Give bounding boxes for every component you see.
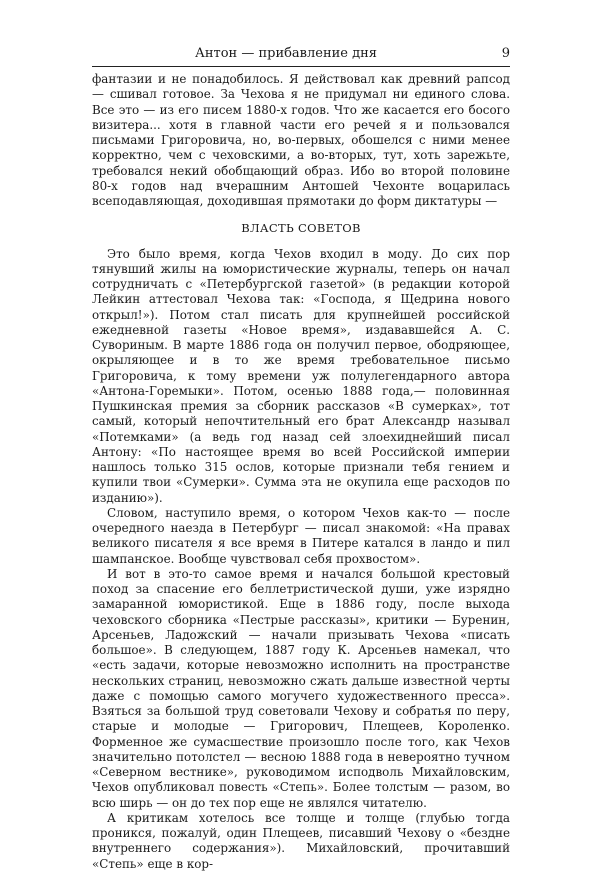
section-title: ВЛАСТЬ СОВЕТОВ (241, 221, 361, 236)
running-head (92, 44, 510, 67)
running-title: Антон — прибавление дня (195, 46, 377, 61)
page-number: 9 (501, 46, 510, 61)
intro-paragraph: фантазии и не понадобилось. Я действовал как древний рапсод — сшивал готовое. За Чехова я не придумал ни единого слова. Все это — из его писем 1880-х годов. Что же касается его босого визитера... хотя в главной части его речей я и пользовался письмами Григоровича, но, во-первых, обошелся с ними менее корректно, чем с чеховскими, а во-вторых, тут, хоть зарежьте, требовался некий обобщающий образ. Ибо во второй половине 80-х годов над вчерашним Антошей Чехонте воцарилась всеподавляющая, доходившая прямотаки до форм диктатуры — (92, 72, 510, 208)
paragraph: Словом, наступило время, о котором Чехов как-то — после очередного наезда в Петербург — писал знакомой: «На правах великого писателя я все время в Питере катался в ландо и пил шампанское. Вообще чувствовал себя прохвостом». (92, 505, 510, 566)
paragraph: И вот в это-то самое время и начался большой крестовый поход за спасение его беллетристической души, уже изрядно замаранной юмористикой. Еще в 1886 году, после выхода чеховского сборника «Пестрые рассказы», критики — Буренин, Арсеньев, Ладожский — начали призывать Чехова «писать большое». В следующем, 1887 году К. Арсеньев намекал, что «есть задачи, которые невозможно исполнить на пространстве нескольких страниц, невозможно сжать дальше известной черты даже с помощью самого могучего художественного пресса». Взяться за большой труд советовали Чехову и собратья по перу, старые и молодые — Григорович, Плещеев, Короленко. Форменное же сумасшествие произошло после того, как Чехов значительно потолстел — весною 1888 года в невероятно тучном «Северном вестнике», руководимом исподволь Михайловским, Чехов опубликовал повесть «Степь». Более толстым — разом, во всю ширь — он до тех пор еще не являлся читателю. (92, 566, 510, 810)
paragraph: Это было время, когда Чехов входил в моду. До сих пор тянувший жилы на юмористические журналы, теперь он начал сотрудничать с «Петербургской газетой» (в редакции которой Лейкин аттестовал Чехова так: «Господа, я Щедрина нового открыл!»). Потом стал писать для крупнейшей российской ежедневной газеты «Новое время», издававшейся А. С. Сувориным. В марте 1886 года он получил первое, ободряющее, окрыляющее и в то же время требовательное письмо Григоровича, к тому времени уж полулегендарного автора «Антона-Горемыки». Потом, осенью 1888 года,— половинная Пушкинская премия за сборник рассказов «В сумерках», тот самый, который непочтительный его брат Александр называл «Потемками» (а ведь год назад сей злоехиднейший писал Антону: «По настоящее время во всей Российской империи нашлось только 315 ослов, которые признали тебя гением и купили твои «Сумерки». Сумма эта не окупила еще расходов по изданию»). (92, 246, 510, 505)
paragraph: А критикам хотелось все толще и толще (глубью тогда проникся, пожалуй, один Плещеев, писавший Чехову о «бездне внутреннего содержания»). Михайловский, прочитавший «Степь» еще в кор- (92, 810, 510, 871)
body-text (92, 72, 510, 872)
